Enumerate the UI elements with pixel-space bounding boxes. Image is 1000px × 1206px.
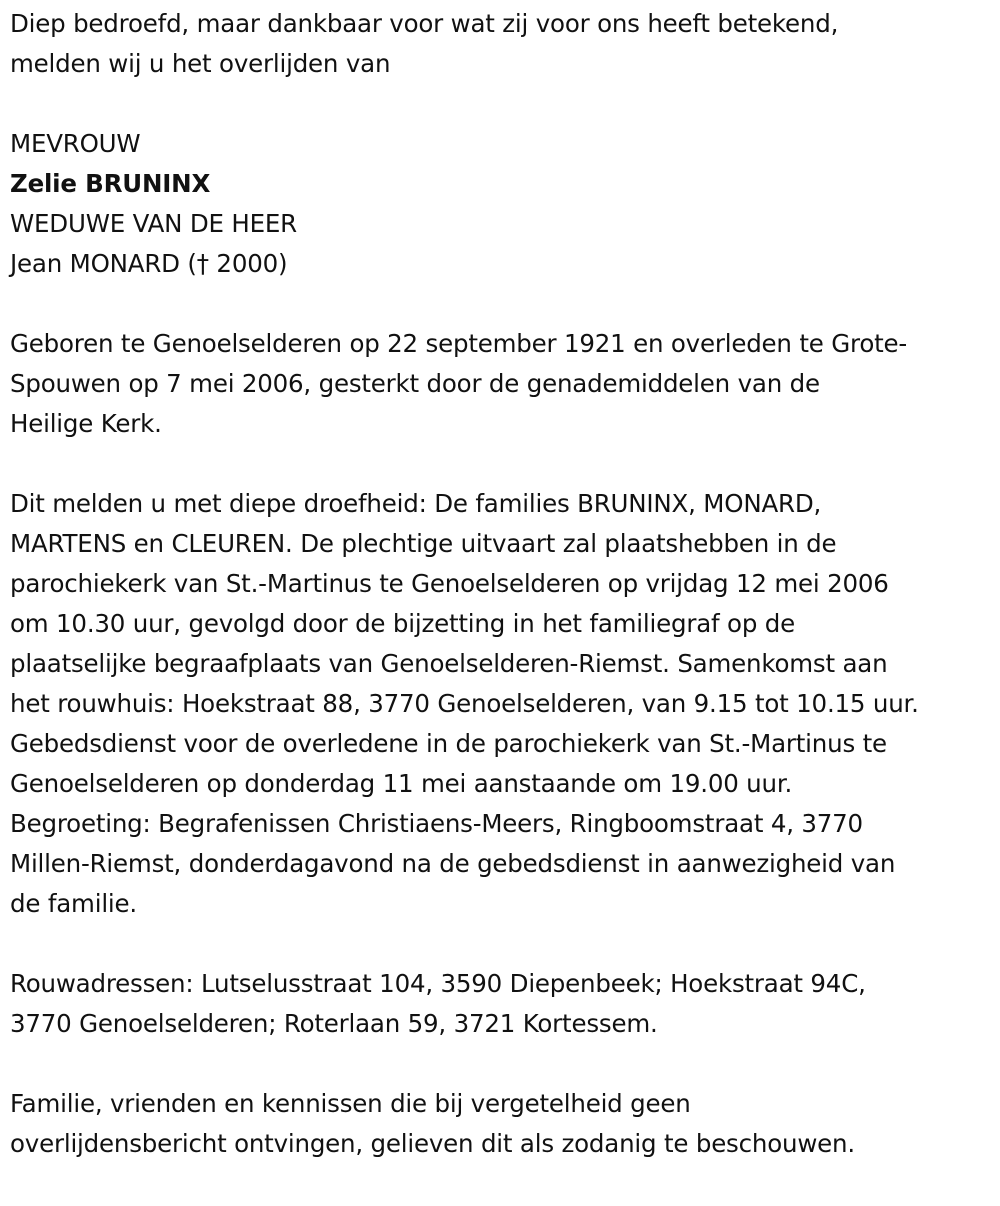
funeral-line: Gebedsdienst voor de overledene in de parochiekerk van St.-Martinus te (10, 729, 887, 758)
birth-death-line: Spouwen op 7 mei 2006, gesterkt door de genademiddelen van de (10, 369, 820, 398)
funeral-line: MARTENS en CLEUREN. De plechtige uitvaart zal plaatshebben in de (10, 529, 837, 558)
intro-line: melden wij u het overlijden van (10, 49, 391, 78)
address-line: 3770 Genoelselderen; Roterlaan 59, 3721 Kortessem. (10, 1009, 658, 1038)
paragraph-gap (10, 84, 995, 124)
intro-paragraph (10, 4, 995, 84)
closing-line: overlijdensbericht ontvingen, gelieven dit als zodanig te beschouwen. (10, 1129, 855, 1158)
funeral-line: Begroeting: Begrafenissen Christiaens-Meers, Ringboomstraat 4, 3770 (10, 809, 863, 838)
honorific-title: MEVROUW (10, 129, 141, 158)
paragraph-gap (10, 284, 995, 324)
funeral-line: Dit melden u met diepe droefheid: De families BRUNINX, MONARD, (10, 489, 822, 518)
funeral-paragraph (10, 484, 995, 924)
paragraph-gap (10, 924, 995, 964)
spouse-death-year: 2000) (208, 249, 288, 278)
deceased-name: Zelie BRUNINX (10, 169, 211, 198)
closing-line: Familie, vrienden en kennissen die bij vergetelheid geen (10, 1089, 691, 1118)
paragraph-gap (10, 1044, 995, 1084)
addresses-paragraph (10, 964, 995, 1044)
name-block (10, 124, 995, 284)
death-notice (10, 4, 995, 1164)
cross-icon: † (196, 249, 209, 278)
closing-paragraph (10, 1084, 995, 1164)
funeral-line: plaatselijke begraafplaats van Genoelselderen-Riemst. Samenkomst aan (10, 649, 888, 678)
spouse-line (10, 244, 995, 284)
relation-line: WEDUWE VAN DE HEER (10, 209, 298, 238)
spouse-name: Jean MONARD ( (10, 249, 197, 278)
birth-death-line: Heilige Kerk. (10, 409, 162, 438)
address-line: Rouwadressen: Lutselusstraat 104, 3590 Diepenbeek; Hoekstraat 94C, (10, 969, 866, 998)
birth-death-paragraph (10, 324, 995, 444)
paragraph-gap (10, 444, 995, 484)
funeral-line: om 10.30 uur, gevolgd door de bijzetting in het familiegraf op de (10, 609, 795, 638)
funeral-line: Genoelselderen op donderdag 11 mei aanstaande om 19.00 uur. (10, 769, 793, 798)
funeral-line: parochiekerk van St.-Martinus te Genoelselderen op vrijdag 12 mei 2006 (10, 569, 889, 598)
birth-death-line: Geboren te Genoelselderen op 22 september 1921 en overleden te Grote- (10, 329, 908, 358)
funeral-line: Millen-Riemst, donderdagavond na de gebedsdienst in aanwezigheid van (10, 849, 896, 878)
funeral-line: de familie. (10, 889, 137, 918)
funeral-line: het rouwhuis: Hoekstraat 88, 3770 Genoelselderen, van 9.15 tot 10.15 uur. (10, 689, 919, 718)
intro-line: Diep bedroefd, maar dankbaar voor wat zij voor ons heeft betekend, (10, 9, 839, 38)
